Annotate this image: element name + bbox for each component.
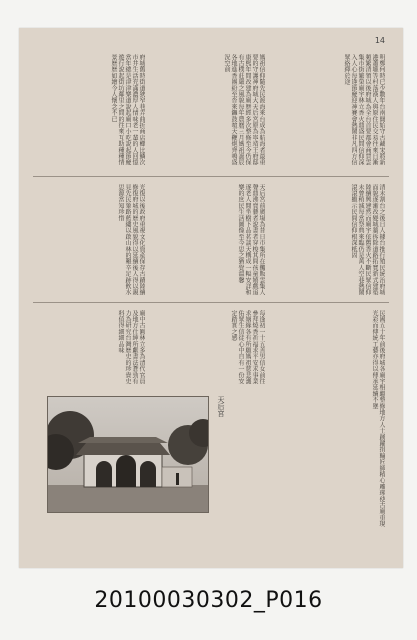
text-column-bottom-middle: 每逢初一十五善男信女前往參拜燒香祈福求平安求事業求姻緣各有所願媽祖慈悲護佑眾生信徒心中自有一份安定踏實之感 [230,310,265,385]
text-column-bottom-right: 民國五十年前後府城各廟宇相繼整修地方人士踴躍捐輸匠師精心雕琢使古廟重現光彩而傳統工藝亦得以傳承延續不墜 [371,310,385,527]
temple-photo [47,396,209,513]
caption-title: 天后宮 [217,396,225,417]
text-column-top-middle: 媽祖信仰隨先民渡海來台成為航海者最重要的守護神府城大天后宮原為寧靖王府邸康熙年間改建為廟歷經多次整修至今仍保有古樸莊嚴之風貌每年農曆三月媽祖誕辰各地進香團紛至沓來鑼鼓喧天鞭炮齊鳴盛況空前 [223,54,265,166]
section-divider-1 [33,176,389,177]
text-column-top-right: 明鄭何時已少數年台南開始守古藏宋將新港蕭壠等村落漢人與原住民交易往來日漸頻繁清領以後府城為全台首要都會商賈雲集市街繁榮廟宇林立香火鼎盛民間信仰深入人心每逢節慶迎神賽會熱鬧非凡四方信眾絡繹於途 [343,54,385,166]
section-divider-2 [33,302,389,303]
archive-id: 20100030302_P016 [94,588,323,613]
photo-caption [214,396,226,476]
text-column-top-left: 府城舊時街道狹窄巷弄曲折商店櫛比鱗次市井生活充滿濃厚人情味老一輩的人回憶當年總是津津樂道說起廟口小吃說起節慶遊行說起街坊鄰里之間的往來互助種種情景歷歷如繪令人懷念不已 [110,54,145,166]
text-column-mid-right: 清末割台之後日人據台推行殖民統治府城面貌逐漸改變城牆拆除道路拓寬新式建築陸續興建然而廟宇依舊香火不斷民眾信仰未曾稍減每當祭典來臨仍是萬人空巷熱鬧滾滾顯示民間信仰根深柢固 [350,184,385,296]
text-column-mid-left: 光復以後政府重視文化資產保存古蹟陸續修復府城的歷史風貌得以延續後人得以親見先民篳路藍縷以啟山林的艱辛足跡飲水思源當知珍惜 [117,184,145,296]
page-number: 14 [374,36,385,45]
text-column-mid-middle: 天后宮前廣場為昔日市集所在攤販雲集人聲鼎沸賣藝者說書者穿梭其間孩童嬉戲追逐老人閒坐樹下品茗談天構成一幅安詳和樂的庶民生活圖像至今思之猶覺溫馨 [237,184,265,296]
text-column-bottom-left: 廟中古匾林立多為清代官員及地方仕紳所獻書法蒼勁有力為研究台灣歷史的珍貴史料值得細細品味 [117,310,145,385]
